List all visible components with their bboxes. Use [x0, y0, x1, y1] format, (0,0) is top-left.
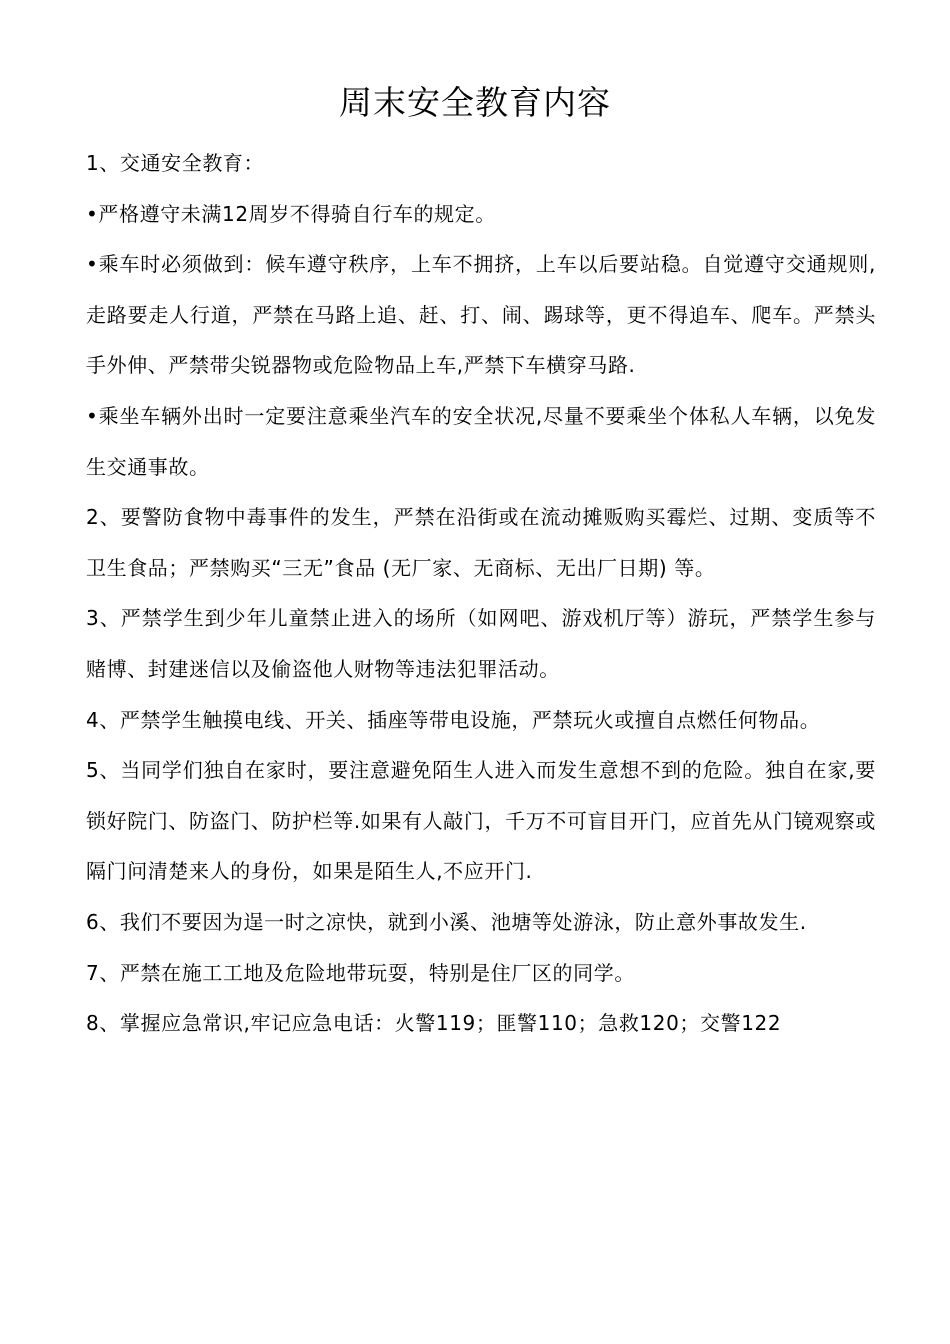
paragraph-swimming: 6、我们不要因为逞一时之凉快，就到小溪、池塘等处游泳，防止意外事故发生.	[86, 909, 807, 934]
paragraph-restricted-places: 3、严禁学生到少年儿童禁止进入的场所（如网吧、游戏机厅等）游玩，严禁学生参与赌博、封建迷信以及偷盗他人财物等违法犯罪活动。	[86, 606, 876, 681]
paragraph-construction-sites: 7、严禁在施工工地及危险地带玩耍，特别是住厂区的同学。	[86, 960, 635, 985]
page-title: 周末安全教育内容	[339, 83, 611, 122]
paragraph-food-safety: 2、要警防食物中毒事件的发生，严禁在沿街或在流动摊贩购买霉烂、过期、变质等不卫生食品；严禁购买“三无”食品 (无厂家、无商标、无出厂日期) 等。	[86, 505, 876, 580]
paragraph-bicycle-rule: •严格遵守未满12周岁不得骑自行车的规定。	[86, 201, 496, 226]
document-body	[86, 138, 876, 1049]
paragraph-electric-safety: 4、严禁学生触摸电线、开关、插座等带电设施，严禁玩火或擅自点燃任何物品。	[86, 707, 821, 732]
paragraph-traffic-heading: 1、交通安全教育：	[86, 151, 265, 175]
paragraph-emergency-numbers: 8、掌握应急常识,牢记应急电话：火警119；匪警110；急救120；交警122	[86, 1011, 782, 1036]
paragraph-riding-rules: •乘车时必须做到：候车遵守秩序，上车不拥挤，上车以后要站稳。自觉遵守交通规则,走路要走人行道，严禁在马路上追、赶、打、闹、踢球等，更不得追车、爬车。严禁头手外伸、严禁带尖锐器物或危险物品上车,严禁下车横穿马路.	[86, 252, 876, 378]
paragraph-home-alone: 5、当同学们独自在家时，要注意避免陌生人进入而发生意想不到的危险。独自在家,要锁好院门、防盗门、防护栏等.如果有人敲门，千万不可盲目开门，应首先从门镜观察或隔门问清楚来人的身份，如果是陌生人,不应开门.	[86, 758, 876, 884]
paragraph-vehicle-safety: •乘坐车辆外出时一定要注意乘坐汽车的安全状况,尽量不要乘坐个体私人车辆，以免发生交通事故。	[86, 403, 876, 479]
